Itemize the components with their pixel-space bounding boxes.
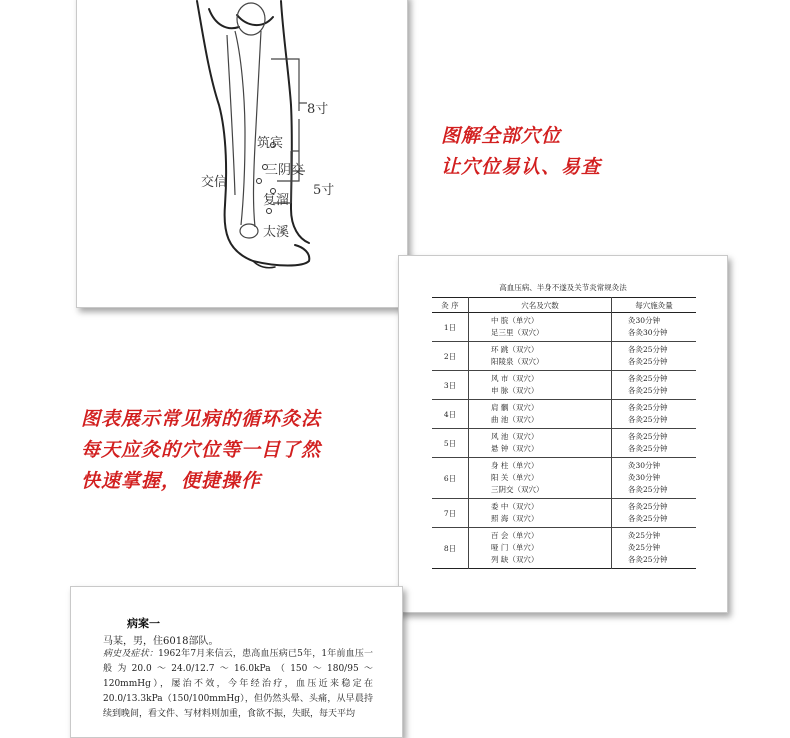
header-points: 穴名及穴数 — [469, 298, 612, 313]
chart-caption — [81, 404, 321, 497]
table-row — [432, 429, 696, 458]
acupoint-entry: 列 缺（双穴） — [491, 555, 539, 564]
table-row — [432, 371, 696, 400]
case-subject: 马某，男，住6018部队。 — [103, 636, 219, 647]
acupoint-entry: 足三里（双穴） — [491, 328, 544, 337]
moxa-amount-entry: 灸25分钟 — [628, 531, 661, 540]
acupoint-entry: 环 跳（双穴） — [491, 345, 539, 354]
table-row — [432, 458, 696, 499]
moxa-amount-entry: 各灸25分钟 — [628, 386, 668, 395]
points-cell — [469, 528, 612, 569]
acupoint-label-sanyinjiao: 三阴交 — [265, 163, 305, 178]
table-row — [432, 528, 696, 569]
taixi-point — [267, 209, 272, 214]
moxa-amount-entry: 灸30分钟 — [628, 316, 661, 325]
measure-label-5cun: 5寸 — [313, 183, 335, 198]
moxibustion-table-panel — [398, 255, 728, 613]
amount-cell — [612, 371, 697, 400]
acupoint-entry: 申 脉（双穴） — [491, 386, 539, 395]
case-title: 病案一 — [127, 617, 160, 630]
acupoint-entry: 委 中（双穴） — [491, 502, 539, 511]
acupoint-entry: 风 市（双穴） — [491, 374, 539, 383]
table-row — [432, 499, 696, 528]
acupoint-label-jiaoxin: 交信 — [201, 175, 228, 190]
acupoint-entry: 三阴交（双穴） — [491, 485, 544, 494]
moxa-amount-entry: 各灸25分钟 — [628, 444, 668, 453]
day-cell: 8日 — [432, 528, 469, 569]
acupoint-label-zhubin: 筑宾 — [257, 136, 284, 151]
table-row — [432, 342, 696, 371]
points-cell — [469, 400, 612, 429]
acupoint-entry: 身 柱（单穴） — [491, 461, 539, 470]
case-history-text: 1962年7月来信云，患高血压病已5年，1年前血压一般为20.0～24.0/12.7～16.0kPa（150～180/95～120mmHg），屡治不效，今年经治疗，血压近来稳定在20.0/13.3kPa（150/100mmHg），但仍然头晕、头痛，从早晨持续到晚间，看文件、写材料则加重，食欲不振，失眠，每天平均 — [103, 649, 373, 719]
table-row — [432, 313, 696, 342]
points-cell — [469, 499, 612, 528]
measure-label-8cun: 8寸 — [307, 102, 329, 117]
moxibustion-table — [432, 297, 696, 569]
acupoint-entry: 曲 池（双穴） — [491, 415, 539, 424]
case-body — [103, 647, 373, 722]
points-cell — [469, 458, 612, 499]
moxa-amount-entry: 各灸25分钟 — [628, 415, 668, 424]
jiaoxin-point — [257, 179, 262, 184]
moxa-amount-entry: 灸30分钟 — [628, 473, 661, 482]
acupoint-entry: 悬 钟（双穴） — [491, 444, 539, 453]
moxa-amount-entry: 各灸25分钟 — [628, 555, 668, 564]
acupoint-entry: 中 脘（单穴） — [491, 316, 539, 325]
header-day: 灸 序 — [432, 298, 469, 313]
case-study-panel — [70, 586, 403, 738]
day-cell: 3日 — [432, 371, 469, 400]
acupoint-entry: 阳陵泉（双穴） — [491, 357, 544, 366]
acupoint-entry: 哑 门（单穴） — [491, 543, 539, 552]
acupoint-entry: 照 海（双穴） — [491, 514, 539, 523]
anatomy-illustration-panel — [76, 0, 408, 308]
amount-cell — [612, 528, 697, 569]
amount-cell — [612, 458, 697, 499]
caption-line: 每天应灸的穴位等一目了然 — [81, 439, 322, 461]
table-row — [432, 400, 696, 429]
amount-cell — [612, 400, 697, 429]
day-cell: 6日 — [432, 458, 469, 499]
caption-line: 图解全部穴位 — [441, 125, 562, 147]
moxa-amount-entry: 各灸25分钟 — [628, 345, 668, 354]
table-title: 高血压病、半身不遂及关节炎常规灸法 — [499, 283, 627, 292]
day-cell: 7日 — [432, 499, 469, 528]
points-cell — [469, 371, 612, 400]
acupoint-entry: 阳 关（单穴） — [491, 473, 539, 482]
points-cell — [469, 429, 612, 458]
leg-illustration — [77, 0, 407, 307]
day-cell: 2日 — [432, 342, 469, 371]
caption-line: 图表展示常见病的循环灸法 — [81, 408, 322, 430]
amount-cell — [612, 313, 697, 342]
moxa-amount-entry: 各灸25分钟 — [628, 357, 668, 366]
acupoint-entry: 肩 髃（双穴） — [491, 403, 539, 412]
amount-cell — [612, 429, 697, 458]
points-cell — [469, 313, 612, 342]
moxa-amount-entry: 灸30分钟 — [628, 461, 661, 470]
caption-line: 让穴位易认、易查 — [441, 156, 602, 178]
amount-cell — [612, 342, 697, 371]
caption-line: 快速掌握，便捷操作 — [81, 470, 262, 492]
header-amount: 每穴施灸量 — [635, 300, 673, 310]
moxa-amount-entry: 各灸25分钟 — [628, 403, 668, 412]
moxa-amount-entry: 各灸25分钟 — [628, 514, 668, 523]
points-cell — [469, 342, 612, 371]
moxa-amount-entry: 各灸25分钟 — [628, 432, 668, 441]
table-body — [432, 313, 696, 569]
amount-cell — [612, 499, 697, 528]
case-history-label: 病史及症状： — [103, 649, 159, 659]
moxa-amount-entry: 各灸25分钟 — [628, 485, 668, 494]
moxa-amount-entry: 各灸25分钟 — [628, 502, 668, 511]
moxa-amount-entry: 各灸30分钟 — [628, 328, 668, 337]
illustration-caption — [441, 121, 601, 183]
moxa-amount-entry: 各灸25分钟 — [628, 374, 668, 383]
day-cell: 5日 — [432, 429, 469, 458]
day-cell: 1日 — [432, 313, 469, 342]
day-cell: 4日 — [432, 400, 469, 429]
table-header-row — [432, 298, 696, 313]
acupoint-label-fuliu: 复溜 — [263, 193, 290, 208]
acupoint-entry: 百 会（单穴） — [491, 531, 539, 540]
acupoint-label-taixi: 太溪 — [263, 225, 290, 240]
acupoint-entry: 风 池（双穴） — [491, 432, 539, 441]
moxa-amount-entry: 灸25分钟 — [628, 543, 661, 552]
